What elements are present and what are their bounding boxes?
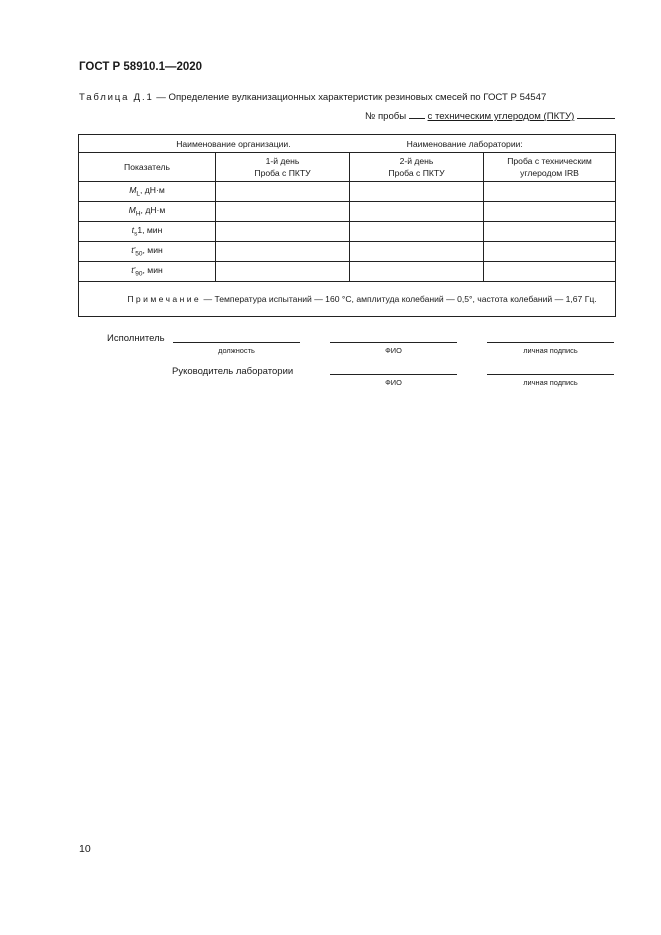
position-caption: должность xyxy=(218,346,255,355)
fio-caption: ФИО xyxy=(385,346,402,355)
executor-signature-line[interactable] xyxy=(487,342,614,343)
note-cell xyxy=(79,282,616,317)
indicator-unit: , дН·м xyxy=(140,185,165,196)
table-row xyxy=(79,222,616,242)
table-row xyxy=(79,242,616,262)
document-header: ГОСТ Р 58910.1—2020 xyxy=(79,61,203,73)
table-org-row xyxy=(79,135,616,153)
table-row xyxy=(79,202,616,222)
lab-head-label: Руководитель лаборатории xyxy=(172,366,294,377)
table-caption-label: Таблица Д.1 xyxy=(79,92,154,103)
executor-position-line[interactable] xyxy=(173,342,300,343)
head-signature-line[interactable] xyxy=(487,374,614,375)
note-text: — Температура испытаний — 160 °С, амплитуда колебаний — 0,5°, частота колебаний — 1,67 Гц. xyxy=(201,294,597,304)
value-cell[interactable] xyxy=(484,222,616,242)
header-day2-line1: 2-й день xyxy=(399,156,434,166)
indicator-cell xyxy=(79,242,216,262)
header-day2 xyxy=(350,153,484,182)
value-cell[interactable] xyxy=(216,242,350,262)
indicator-symbol: t' xyxy=(131,265,136,276)
indicator-symbol: t xyxy=(131,225,135,236)
value-cell[interactable] xyxy=(484,262,616,282)
indicator-symbol: t' xyxy=(131,245,136,256)
signature-caption: личная подпись xyxy=(523,378,578,387)
indicator-unit: 1, мин xyxy=(137,225,163,236)
table-row xyxy=(79,262,616,282)
header-day1-line1: 1-й день xyxy=(265,156,300,166)
table-header-row xyxy=(79,153,616,182)
probe-line xyxy=(365,109,615,122)
value-cell[interactable] xyxy=(350,242,484,262)
indicator-cell xyxy=(79,262,216,282)
value-cell[interactable] xyxy=(484,182,616,202)
page-number: 10 xyxy=(79,843,91,855)
lab-label: Наименование лаборатории: xyxy=(406,138,523,149)
indicator-cell xyxy=(79,202,216,222)
indicator-cell xyxy=(79,182,216,202)
value-cell[interactable] xyxy=(484,202,616,222)
indicator-subscript: 50 xyxy=(135,250,143,258)
value-cell[interactable] xyxy=(484,242,616,262)
value-cell[interactable] xyxy=(216,262,350,282)
header-day1-line2: Проба с ПКТУ xyxy=(254,168,311,178)
probe-blank-left xyxy=(409,109,425,119)
header-irb-line2: углеродом IRB xyxy=(520,168,579,178)
value-cell[interactable] xyxy=(216,222,350,242)
probe-blank-right xyxy=(577,109,615,119)
executor-fio-line[interactable] xyxy=(330,342,457,343)
table-note-row xyxy=(79,282,616,317)
indicator-subscript: s xyxy=(134,230,138,238)
executor-label: Исполнитель xyxy=(107,333,165,344)
note-label: Примечание xyxy=(127,294,202,304)
value-cell[interactable] xyxy=(350,202,484,222)
probe-value: с техническим углеродом (ПКТУ) xyxy=(427,111,575,122)
header-irb-line1: Проба с техническим xyxy=(507,156,592,166)
indicator-symbol: M xyxy=(129,185,137,196)
value-cell[interactable] xyxy=(216,182,350,202)
header-day1 xyxy=(216,153,350,182)
table-caption-text: — Определение вулканизационных характеристик резиновых смесей по ГОСТ Р 54547 xyxy=(153,92,547,103)
header-indicator: Показатель xyxy=(79,153,216,182)
indicator-symbol: M xyxy=(128,205,136,216)
value-cell[interactable] xyxy=(350,222,484,242)
indicator-subscript: 90 xyxy=(135,270,143,278)
value-cell[interactable] xyxy=(350,262,484,282)
indicator-cell xyxy=(79,222,216,242)
org-cell xyxy=(79,135,616,153)
vulcanization-table xyxy=(78,134,616,317)
indicator-unit: , мин xyxy=(142,245,163,256)
header-irb xyxy=(484,153,616,182)
indicator-subscript: H xyxy=(135,210,141,218)
org-label: Наименование организации. xyxy=(176,138,291,149)
table-caption xyxy=(79,92,546,103)
head-fio-line[interactable] xyxy=(330,374,457,375)
value-cell[interactable] xyxy=(216,202,350,222)
indicator-subscript: L xyxy=(136,190,140,198)
indicator-unit: , мин xyxy=(142,265,163,276)
header-day2-line2: Проба с ПКТУ xyxy=(388,168,445,178)
indicator-unit: , дН·м xyxy=(140,205,166,216)
table-row xyxy=(79,182,616,202)
fio-caption: ФИО xyxy=(385,378,402,387)
probe-prefix: № пробы xyxy=(364,111,409,122)
signature-caption: личная подпись xyxy=(523,346,578,355)
value-cell[interactable] xyxy=(350,182,484,202)
